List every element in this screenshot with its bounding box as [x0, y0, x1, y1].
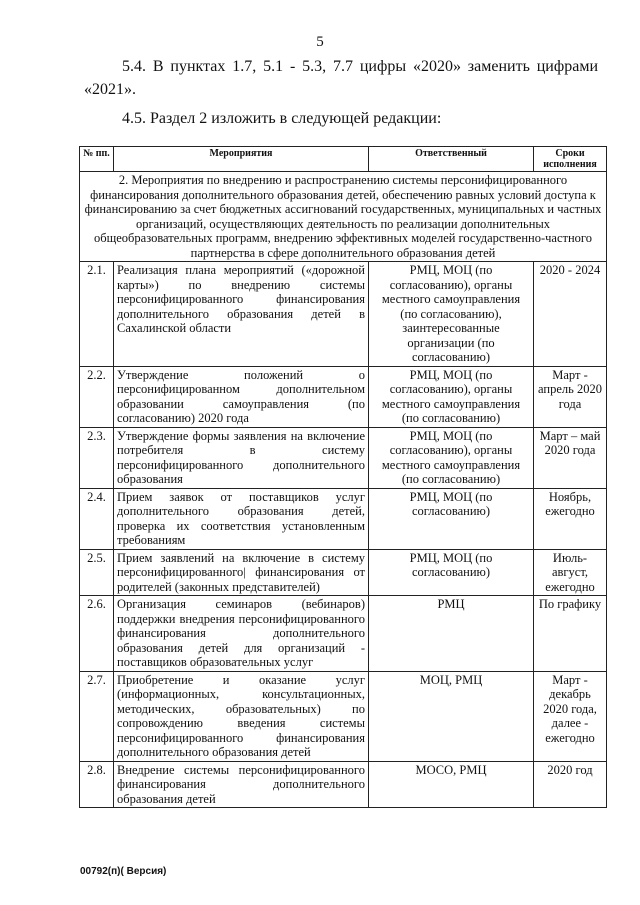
row-num: 2.1.	[80, 262, 114, 367]
row-responsible: РМЦ	[369, 596, 534, 672]
table-row	[80, 427, 607, 488]
table-row	[80, 262, 607, 367]
row-responsible: РМЦ, МОЦ (по согласованию)	[369, 549, 534, 596]
row-activity: Внедрение системы персонифицированного финансирования дополнительного образования детей	[114, 761, 369, 808]
row-num: 2.8.	[80, 761, 114, 808]
row-num: 2.2.	[80, 366, 114, 427]
document-footer-code: 00792(п)( Версия)	[80, 866, 167, 877]
row-activity: Приобретение и оказание услуг (информационных, консультационных, методических, образовательных) по сопровождению введения системы персонифицированного финансирования дополнительного образования детей	[114, 671, 369, 761]
row-terms: Март - декабрь 2020 года, далее - ежегодно	[534, 671, 607, 761]
row-activity: Прием заявлений на включение в систему персонифицированного| финансирования от родителей (законных представителей)	[114, 549, 369, 596]
row-terms: Март – май 2020 года	[534, 427, 607, 488]
table-row	[80, 366, 607, 427]
row-terms: Ноябрь, ежегодно	[534, 488, 607, 549]
row-responsible: МОСО, РМЦ	[369, 761, 534, 808]
section-title-row	[80, 172, 607, 262]
page-number: 5	[316, 34, 324, 50]
header-terms: Сроки исполнения	[534, 147, 607, 172]
row-terms: 2020 год	[534, 761, 607, 808]
header-responsible: Ответственный	[369, 147, 534, 172]
paragraph-5-4: 5.4. В пунктах 1.7, 5.1 - 5.3, 7.7 цифры «2020» заменить цифрами «2021».	[84, 58, 598, 98]
paragraph-4-5: 4.5. Раздел 2 изложить в следующей редакции:	[122, 110, 442, 127]
section-title: 2. Мероприятия по внедрению и распространению системы персонифицированного финансирования дополнительного образования детей, обеспечению равных условий доступа к финансированию за счет бюджетных ассигнований государственных, муниципальных и частных организаций, осуществляющих деятельность по реализации дополнительных общеобразовательных программ, внедрению эффективных моделей государственно-частного партнерства в сфере дополнительного образования детей	[80, 172, 607, 262]
table-header-row	[80, 147, 607, 172]
row-responsible: МОЦ, РМЦ	[369, 671, 534, 761]
row-activity: Утверждение формы заявления на включение потребителя в систему персонифицированного дополнительного образования	[114, 427, 369, 488]
row-terms: Июль- август, ежегодно	[534, 549, 607, 596]
activities-table	[79, 146, 607, 808]
row-responsible: РМЦ, МОЦ (по согласованию)	[369, 488, 534, 549]
row-responsible: РМЦ, МОЦ (по согласованию), органы местного самоуправления (по согласованию)	[369, 366, 534, 427]
row-activity: Прием заявок от поставщиков услуг дополнительного образования детей, проверка их соответствия установленным требованиям	[114, 488, 369, 549]
table-row	[80, 596, 607, 672]
table-row	[80, 549, 607, 596]
row-num: 2.5.	[80, 549, 114, 596]
header-activity: Мероприятия	[114, 147, 369, 172]
row-activity: Организация семинаров (вебинаров) поддержки внедрения персонифицированного финансирования дополнительного образования детей для организаций - поставщиков образовательных услуг	[114, 596, 369, 672]
row-activity: Реализация плана мероприятий («дорожной карты») по внедрению системы персонифицированного финансирования дополнительного образования детей в Сахалинской области	[114, 262, 369, 367]
row-responsible: РМЦ, МОЦ (по согласованию), органы местного самоуправления (по согласованию)	[369, 427, 534, 488]
row-num: 2.4.	[80, 488, 114, 549]
row-num: 2.7.	[80, 671, 114, 761]
table-row	[80, 671, 607, 761]
row-responsible: РМЦ, МОЦ (по согласованию), органы местного самоуправления (по согласованию), заинтересованные организации (по согласованию)	[369, 262, 534, 367]
row-terms: По графику	[534, 596, 607, 672]
row-num: 2.6.	[80, 596, 114, 672]
row-terms: 2020 - 2024	[534, 262, 607, 367]
row-activity: Утверждение положений о персонифицированном дополнительном образовании самоуправления (по согласованию) 2020 года	[114, 366, 369, 427]
row-num: 2.3.	[80, 427, 114, 488]
row-terms: Март - апрель 2020 года	[534, 366, 607, 427]
header-num: № пп.	[80, 147, 114, 172]
table-row	[80, 761, 607, 808]
table-row	[80, 488, 607, 549]
